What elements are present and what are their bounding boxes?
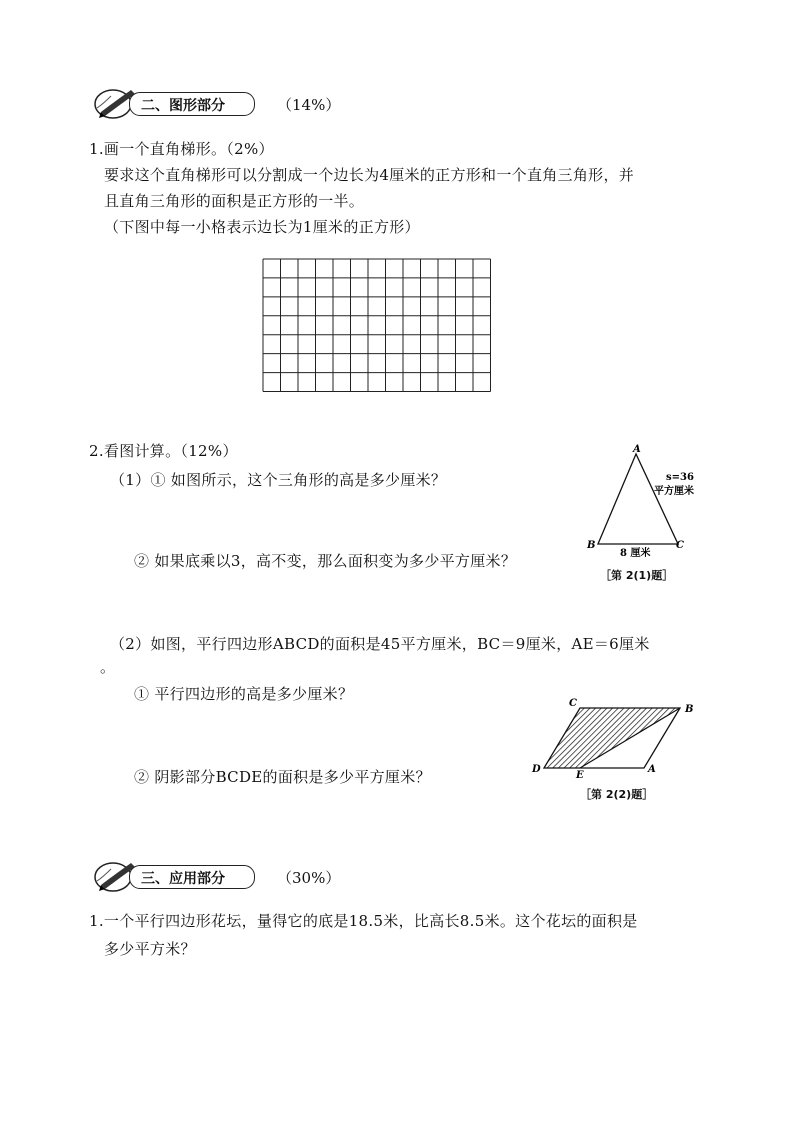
vertex-label-c: C xyxy=(676,540,684,551)
vertex-label-a: A xyxy=(648,764,656,775)
vertex-label-c: C xyxy=(569,698,577,709)
vertex-label-a: A xyxy=(633,444,641,455)
area-label-1: s=36 xyxy=(666,472,694,483)
question-2-2-sub-2: ② 阴影部分BCDE的面积是多少平方厘米？ xyxy=(134,768,431,786)
question-2-2-line: （2）如图，平行四边形ABCD的面积是45平方厘米，BC＝9厘米，AE＝6厘米 xyxy=(110,635,650,653)
question-1-title: 1.画一个直角梯形。（2%） xyxy=(89,140,274,158)
vertex-label-b: B xyxy=(685,704,694,715)
question-2-2-line-tail: 。 xyxy=(100,658,116,676)
question-2-2-sub-1: ① 平行四边形的高是多少厘米？ xyxy=(134,685,354,703)
triangle-shape xyxy=(598,454,678,544)
area-label-2: 平方厘米 xyxy=(654,486,694,497)
question-1-line-1: 要求这个直角梯形可以分割成一个边长为4厘米的正方形和一个直角三角形，并 xyxy=(104,166,635,184)
figure-caption-2-1: ［第 2(1)题］ xyxy=(600,569,674,582)
triangle-figure xyxy=(582,440,712,584)
application-question-line-2: 多少平方米？ xyxy=(104,940,196,958)
figure-caption-2-2: ［第 2(2)题］ xyxy=(580,788,654,801)
base-label: 8 厘米 xyxy=(620,548,651,559)
section-header-application xyxy=(91,859,341,893)
question-1-line-2: 且直角三角形的面积是正方形的一半。 xyxy=(104,192,365,210)
application-question-line-1: 1.一个平行四边形花坛，量得它的底是18.5米，比高长8.5米。这个花坛的面积是 xyxy=(89,912,638,930)
parallelogram-figure xyxy=(530,694,710,784)
question-2-1-sub-1: （1）① 如图所示，这个三角形的高是多少厘米？ xyxy=(110,471,447,489)
vertex-label-b: B xyxy=(587,540,596,551)
question-2-title: 2.看图计算。（12%） xyxy=(89,442,238,460)
section-header-geometry xyxy=(91,86,341,120)
section-title: 二、图形部分 xyxy=(141,98,225,114)
square-grid xyxy=(262,258,492,394)
section-percent: （30%） xyxy=(277,869,341,887)
vertex-label-d: D xyxy=(532,764,541,775)
vertex-label-e: E xyxy=(576,770,584,781)
question-2-1-sub-2: ② 如果底乘以3，高不变，那么面积变为多少平方厘米？ xyxy=(134,552,517,570)
section-percent: （14%） xyxy=(277,96,341,114)
question-1-note: （下图中每一小格表示边长为1厘米的正方形） xyxy=(104,218,420,236)
grid-lines xyxy=(263,259,491,392)
shaded-region-bcde xyxy=(544,708,680,768)
section-title: 三、应用部分 xyxy=(141,871,225,887)
